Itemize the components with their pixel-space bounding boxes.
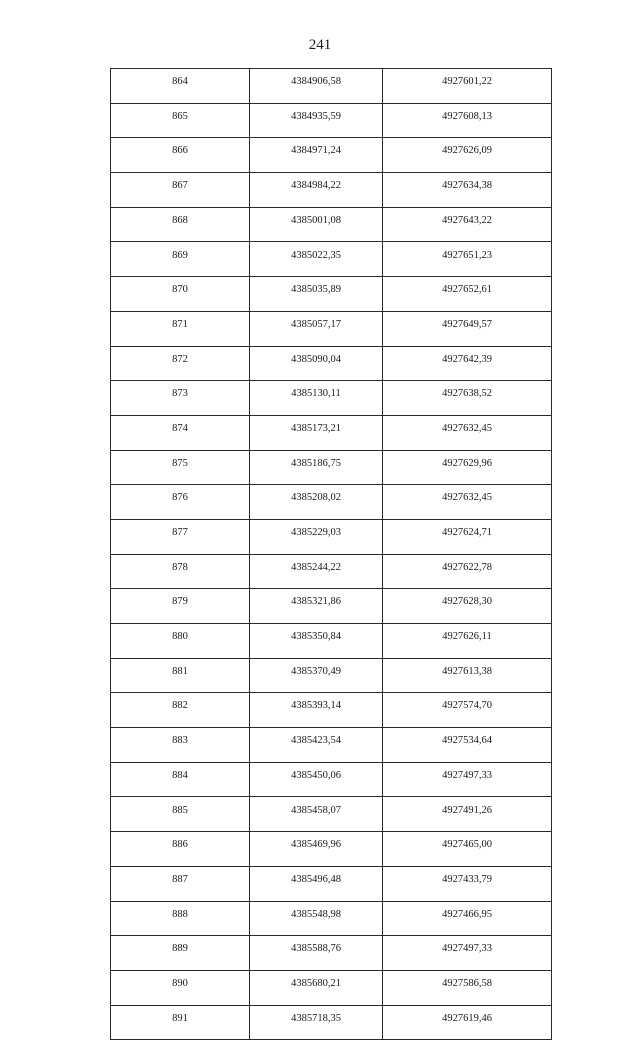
x-coordinate-cell: 4385450,06: [250, 762, 383, 797]
y-coordinate-cell: 4927574,70: [383, 693, 552, 728]
x-coordinate-cell: 4385035,89: [250, 277, 383, 312]
point-number-cell: 878: [111, 554, 250, 589]
point-number-cell: 869: [111, 242, 250, 277]
y-coordinate-cell: 4927634,38: [383, 173, 552, 208]
table-row: [111, 762, 552, 797]
table-row: [111, 658, 552, 693]
x-coordinate-cell: 4385186,75: [250, 450, 383, 485]
x-coordinate-cell: 4385130,11: [250, 381, 383, 416]
x-coordinate-cell: 4385393,14: [250, 693, 383, 728]
point-number-cell: 864: [111, 69, 250, 104]
y-coordinate-cell: 4927534,64: [383, 728, 552, 763]
point-number-cell: 874: [111, 415, 250, 450]
point-number-cell: 891: [111, 1005, 250, 1040]
table-row: [111, 554, 552, 589]
point-number-cell: 868: [111, 207, 250, 242]
x-coordinate-cell: 4385321,86: [250, 589, 383, 624]
x-coordinate-cell: 4385469,96: [250, 832, 383, 867]
x-coordinate-cell: 4385022,35: [250, 242, 383, 277]
y-coordinate-cell: 4927642,39: [383, 346, 552, 381]
y-coordinate-cell: 4927619,46: [383, 1005, 552, 1040]
point-number-cell: 875: [111, 450, 250, 485]
y-coordinate-cell: 4927629,96: [383, 450, 552, 485]
point-number-cell: 882: [111, 693, 250, 728]
table-row: [111, 450, 552, 485]
x-coordinate-cell: 4385244,22: [250, 554, 383, 589]
x-coordinate-cell: 4384971,24: [250, 138, 383, 173]
point-number-cell: 870: [111, 277, 250, 312]
point-number-cell: 884: [111, 762, 250, 797]
table-row: [111, 624, 552, 659]
table-row: [111, 346, 552, 381]
point-number-cell: 883: [111, 728, 250, 763]
point-number-cell: 886: [111, 832, 250, 867]
y-coordinate-cell: 4927622,78: [383, 554, 552, 589]
x-coordinate-cell: 4385001,08: [250, 207, 383, 242]
point-number-cell: 872: [111, 346, 250, 381]
x-coordinate-cell: 4385370,49: [250, 658, 383, 693]
x-coordinate-cell: 4385458,07: [250, 797, 383, 832]
y-coordinate-cell: 4927626,11: [383, 624, 552, 659]
point-number-cell: 877: [111, 519, 250, 554]
y-coordinate-cell: 4927608,13: [383, 103, 552, 138]
point-number-cell: 881: [111, 658, 250, 693]
y-coordinate-cell: 4927632,45: [383, 415, 552, 450]
x-coordinate-cell: 4385229,03: [250, 519, 383, 554]
x-coordinate-cell: 4385548,98: [250, 901, 383, 936]
point-number-cell: 880: [111, 624, 250, 659]
table-row: [111, 693, 552, 728]
point-number-cell: 879: [111, 589, 250, 624]
table-row: [111, 485, 552, 520]
y-coordinate-cell: 4927491,26: [383, 797, 552, 832]
table-row: [111, 519, 552, 554]
x-coordinate-cell: 4385718,35: [250, 1005, 383, 1040]
table-row: [111, 589, 552, 624]
x-coordinate-cell: 4385588,76: [250, 936, 383, 971]
y-coordinate-cell: 4927643,22: [383, 207, 552, 242]
coordinates-table: [110, 68, 552, 1040]
y-coordinate-cell: 4927466,95: [383, 901, 552, 936]
point-number-cell: 888: [111, 901, 250, 936]
table-row: [111, 69, 552, 104]
y-coordinate-cell: 4927632,45: [383, 485, 552, 520]
table-row: [111, 415, 552, 450]
y-coordinate-cell: 4927433,79: [383, 866, 552, 901]
table-row: [111, 866, 552, 901]
table-row: [111, 970, 552, 1005]
table-row: [111, 207, 552, 242]
table-row: [111, 311, 552, 346]
table-row: [111, 381, 552, 416]
x-coordinate-cell: 4384906,58: [250, 69, 383, 104]
x-coordinate-cell: 4384984,22: [250, 173, 383, 208]
y-coordinate-cell: 4927465,00: [383, 832, 552, 867]
x-coordinate-cell: 4385680,21: [250, 970, 383, 1005]
point-number-cell: 866: [111, 138, 250, 173]
table-row: [111, 138, 552, 173]
table-row: [111, 173, 552, 208]
x-coordinate-cell: 4385423,54: [250, 728, 383, 763]
y-coordinate-cell: 4927651,23: [383, 242, 552, 277]
y-coordinate-cell: 4927613,38: [383, 658, 552, 693]
table-row: [111, 832, 552, 867]
x-coordinate-cell: 4385090,04: [250, 346, 383, 381]
coordinates-table-body: [111, 69, 552, 1040]
x-coordinate-cell: 4384935,59: [250, 103, 383, 138]
y-coordinate-cell: 4927497,33: [383, 936, 552, 971]
x-coordinate-cell: 4385173,21: [250, 415, 383, 450]
point-number-cell: 865: [111, 103, 250, 138]
table-row: [111, 901, 552, 936]
y-coordinate-cell: 4927601,22: [383, 69, 552, 104]
point-number-cell: 885: [111, 797, 250, 832]
point-number-cell: 871: [111, 311, 250, 346]
x-coordinate-cell: 4385208,02: [250, 485, 383, 520]
table-row: [111, 797, 552, 832]
table-row: [111, 728, 552, 763]
point-number-cell: 890: [111, 970, 250, 1005]
y-coordinate-cell: 4927649,57: [383, 311, 552, 346]
table-row: [111, 277, 552, 312]
point-number-cell: 887: [111, 866, 250, 901]
table-row: [111, 103, 552, 138]
y-coordinate-cell: 4927628,30: [383, 589, 552, 624]
y-coordinate-cell: 4927626,09: [383, 138, 552, 173]
table-row: [111, 1005, 552, 1040]
y-coordinate-cell: 4927497,33: [383, 762, 552, 797]
table-row: [111, 936, 552, 971]
y-coordinate-cell: 4927624,71: [383, 519, 552, 554]
point-number-cell: 889: [111, 936, 250, 971]
page-number: 241: [308, 37, 332, 53]
point-number-cell: 873: [111, 381, 250, 416]
x-coordinate-cell: 4385057,17: [250, 311, 383, 346]
x-coordinate-cell: 4385496,48: [250, 866, 383, 901]
y-coordinate-cell: 4927586,58: [383, 970, 552, 1005]
point-number-cell: 867: [111, 173, 250, 208]
table-row: [111, 242, 552, 277]
y-coordinate-cell: 4927652,61: [383, 277, 552, 312]
y-coordinate-cell: 4927638,52: [383, 381, 552, 416]
point-number-cell: 876: [111, 485, 250, 520]
x-coordinate-cell: 4385350,84: [250, 624, 383, 659]
